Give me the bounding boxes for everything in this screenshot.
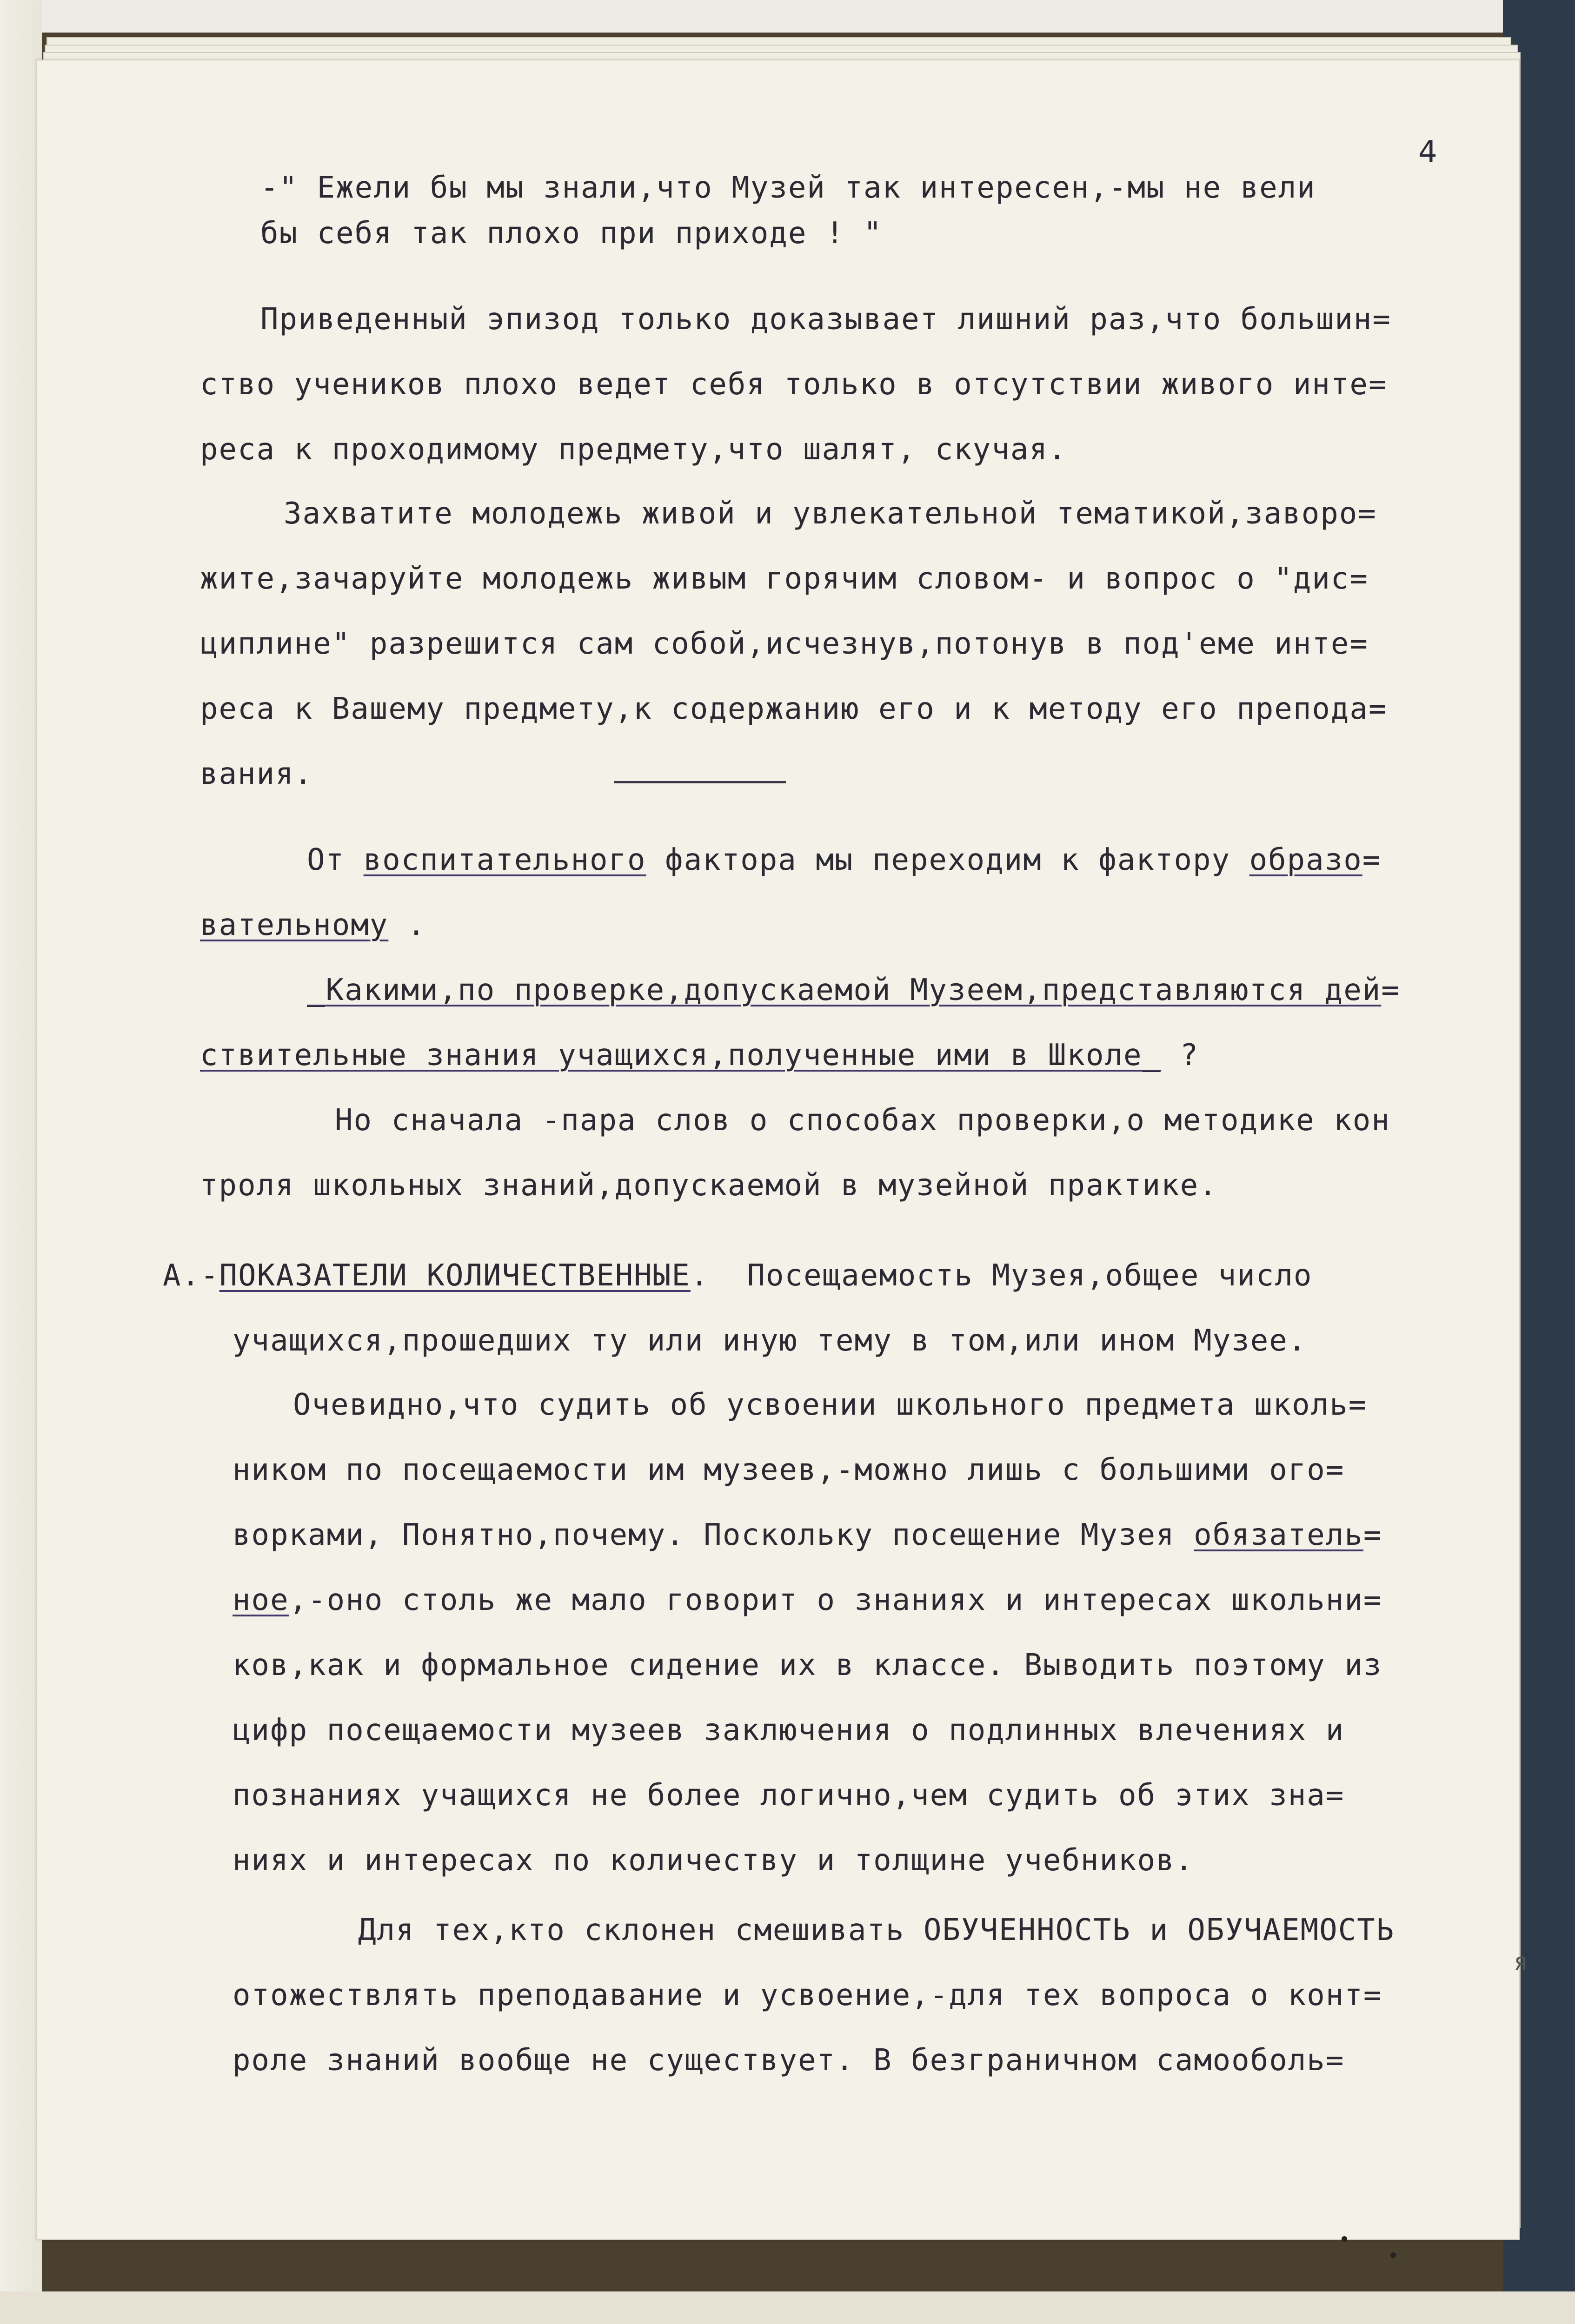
text-segment: ? [1161,1038,1199,1073]
text-segment: вания. [200,757,313,791]
text-segment: Захватите молодежь живой и увлекательной тематикой,заворо= [284,497,1377,531]
text-segment: цифр посещаемости музеев заключения о подлинных влечениях и [233,1713,1345,1748]
underlined-text-segment: ное [233,1583,289,1617]
text-line [260,302,1391,337]
text-line [233,1585,1382,1615]
underlined-text-segment: _Какими,по проверке,допускаемой Музеем,представляются дей [307,973,1382,1007]
text-line [233,1650,1382,1680]
text-segment: . Посещаемость Музея,общее число [690,1258,1313,1293]
section-divider-rule [614,781,786,783]
ink-speck [1342,2236,1347,2242]
ink-speck [1390,2252,1396,2258]
text-line [163,1258,1313,1293]
text-line [358,1915,1395,1945]
underlined-text-segment: обязатель [1194,1518,1363,1552]
text-line [260,173,1316,203]
text-segment: . [388,908,426,942]
text-line [233,1978,1382,2013]
text-segment: ков,как и формальное сидение их в классе. Выводить поэтому из [233,1648,1382,1682]
text-segment: реса к Вашему предмету,к содержанию его и к методу его препода= [200,692,1388,726]
text-segment: -" Ежели бы мы знали,что Музей так интересен,-мы не вели [260,171,1316,205]
backdrop-top [0,0,1575,33]
text-segment: От [307,843,364,877]
text-line [284,499,1377,529]
text-line [260,216,883,251]
text-line [200,910,426,940]
text-line [200,759,313,789]
text-segment: циплине" разрешится сам собой,исчезнув,потонув в под'еме инте= [200,627,1369,661]
text-segment: фактора мы переходим к фактору [646,843,1249,877]
text-line [233,1778,1345,1813]
text-segment: ворками, Понятно,почему. Поскольку посещение Музея [233,1518,1194,1552]
text-segment: Но сначала -пара слов о способах проверки,о методике кон [335,1103,1390,1138]
text-segment: ниях и интересах по количеству и толщине учебников. [233,1843,1194,1878]
underlined-text-segment: воспитательного [363,843,646,877]
text-line [200,432,1067,467]
text-segment: троля школьных знаний,допускаемой в музейной практике. [200,1168,1218,1203]
text-line [200,629,1369,659]
backdrop-left [0,0,42,2324]
text-line [307,845,1381,875]
text-line [200,367,1388,402]
text-line [293,1390,1367,1420]
text-segment: = [1363,1518,1382,1552]
text-segment: Очевидно,что судить об усвоении школьного предмета школь= [293,1388,1368,1422]
text-line [233,2043,1345,2078]
text-segment: А.- [163,1258,219,1293]
text-line [200,694,1387,724]
margin-mark: я [1514,1948,1528,1976]
text-line [335,1103,1390,1138]
text-segment: Приведенный эпизод только доказывает лишний раз,что большин= [260,302,1391,337]
page-number: 4 [1418,135,1437,169]
text-line [233,1713,1345,1748]
text-line [233,1843,1194,1878]
underlined-text-segment: вательному [200,908,389,942]
text-line [233,1455,1344,1485]
text-segment: ство учеников плохо ведет себя только в отсутствии живого инте= [200,367,1388,402]
text-segment: роле знаний вообще не существует. В безграничном самооболь= [233,2043,1345,2078]
text-line [307,975,1400,1005]
underlined-text-segment: образо [1249,843,1362,877]
text-segment: ником по посещаемости им музеев,-можно лишь с большими ого= [233,1453,1345,1487]
text-segment: реса к проходимому предмету,что шалят, скучая. [200,432,1067,467]
text-segment: ,-оно столь же мало говорит о знаниях и интересах школьни= [289,1583,1382,1617]
backdrop-bottom [0,2291,1575,2324]
text-segment: отожествлять преподавание и усвоение,-для тех вопроса о конт= [233,1978,1382,2013]
text-line [200,564,1369,594]
text-segment: познаниях учащихся не более логично,чем судить об этих зна= [233,1778,1345,1813]
text-line [233,1520,1382,1550]
text-line [200,1038,1199,1073]
text-segment: бы себя так плохо при приходе ! " [260,216,883,251]
text-segment: жите,зачаруйте молодежь живым горячим словом- и вопрос о "дис= [200,562,1369,596]
text-segment: учащихся,прошедших ту или иную тему в том,или ином Музее. [233,1324,1307,1358]
text-segment: = [1381,973,1400,1007]
text-segment: = [1362,843,1382,877]
text-segment: Для тех,кто склонен смешивать ОБУЧЕННОСТЬ и ОБУЧАЕМОСТЬ [358,1913,1395,1947]
text-line [200,1168,1218,1203]
underlined-text-segment: ПОКАЗАТЕЛИ КОЛИЧЕСТВЕННЫЕ [219,1258,691,1293]
underlined-text-segment: ствительные знания учащихся,полученные ими в Школе_ [200,1038,1162,1073]
text-line [233,1326,1307,1356]
